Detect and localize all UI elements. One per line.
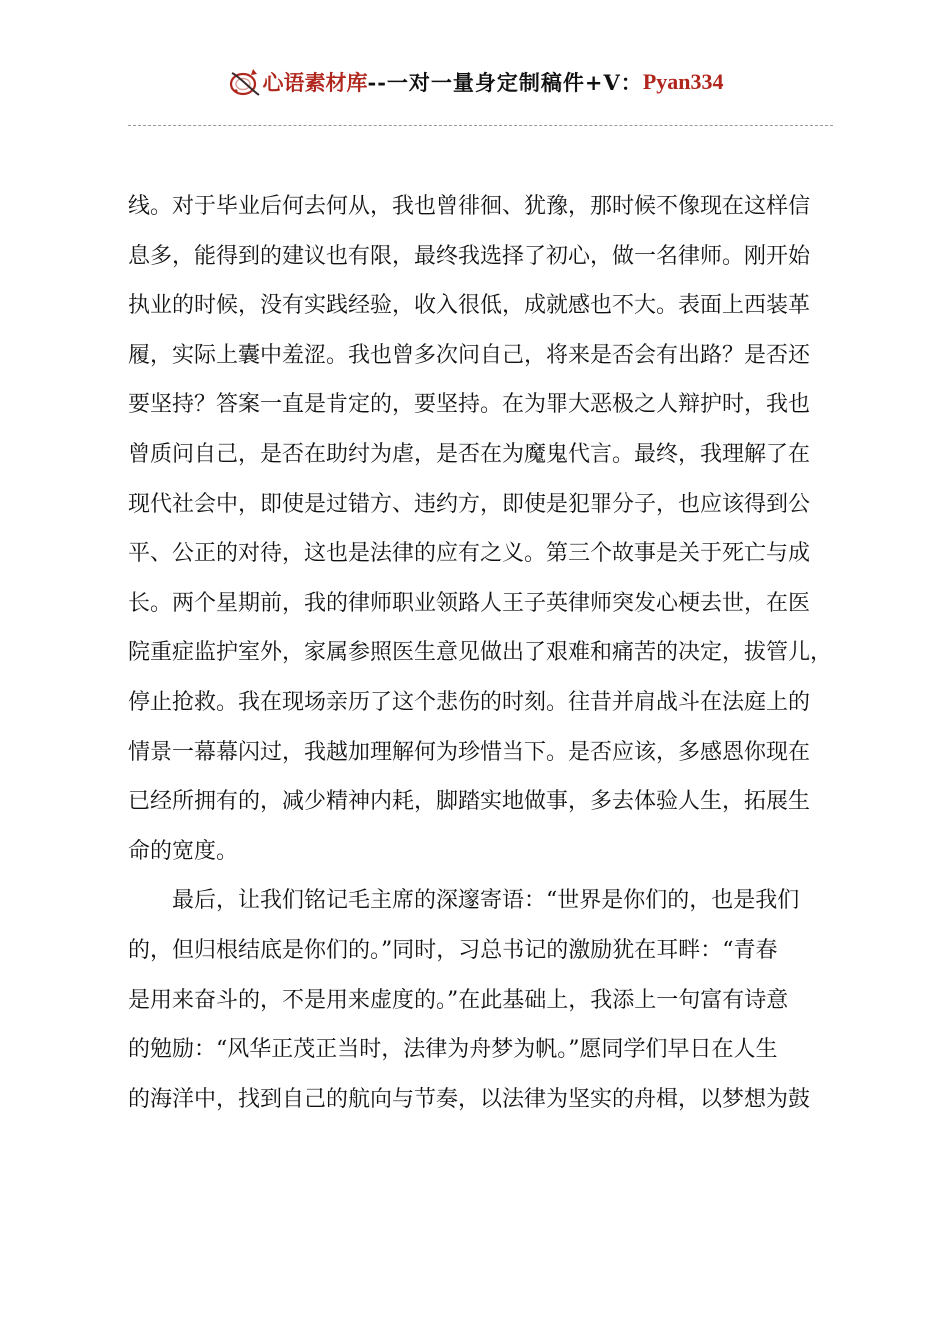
text-line: 平、公正的对待，这也是法律的应有之义。第三个故事是关于死亡与成	[128, 541, 811, 567]
text-line: 命的宽度。	[128, 838, 239, 864]
text-line: 履，实际上囊中羞涩。我也曾多次问自己，将来是否会有出路？是否还	[128, 342, 811, 368]
text-line: 的，但归根结底是你们的。”同时，习总书记的激励犹在耳畔：“青春	[128, 937, 778, 963]
header-divider	[128, 125, 833, 126]
header-tagline: --一对一量身定制稿件+V：	[367, 70, 643, 95]
text-line: 执业的时候，没有实践经验，收入很低，成就感也不大。表面上西装革	[128, 293, 811, 319]
page-header	[0, 60, 950, 104]
document-body	[128, 182, 833, 1124]
header-contact-id: Pyan334	[642, 69, 724, 94]
text-line: 院重症监护室外，家属参照医生意见做出了艰难和痛苦的决定，拔管儿，	[128, 640, 833, 666]
text-line: 要坚持？答案一直是肯定的，要坚持。在为罪大恶极之人辩护时，我也	[128, 392, 811, 418]
text-line: 已经所拥有的，减少精神内耗，脚踏实地做事，多去体验人生，拓展生	[128, 789, 811, 815]
brand-logo-icon	[226, 65, 262, 99]
brand-name: 心语素材库	[262, 70, 368, 95]
text-line: 长。两个星期前，我的律师职业领路人王子英律师突发心梗去世，在医	[128, 590, 811, 616]
text-line: 现代社会中，即使是过错方、违约方，即使是犯罪分子，也应该得到公	[128, 491, 811, 517]
text-line: 的勉励：“风华正茂正当时，法律为舟梦为帆。”愿同学们早日在人生	[128, 1037, 778, 1063]
text-line: 情景一幕幕闪过，我越加理解何为珍惜当下。是否应该，多感恩你现在	[128, 739, 811, 765]
text-line: 的海洋中，找到自己的航向与节奏，以法律为坚实的舟楫，以梦想为鼓	[128, 1086, 811, 1112]
paragraph-start-line: 最后，让我们铭记毛主席的深邃寄语：“世界是你们的，也是我们	[172, 888, 800, 914]
text-line: 息多，能得到的建议也有限，最终我选择了初心，做一名律师。刚开始	[128, 243, 811, 269]
text-line: 停止抢救。我在现场亲历了这个悲伤的时刻。往昔并肩战斗在法庭上的	[128, 689, 811, 715]
text-line: 线。对于毕业后何去何从，我也曾徘徊、犹豫，那时候不像现在这样信	[128, 194, 811, 219]
text-line: 曾质问自己，是否在助纣为虐，是否在为魔鬼代言。最终，我理解了在	[128, 441, 811, 467]
header-banner	[226, 65, 723, 99]
text-line: 是用来奋斗的，不是用来虚度的。”在此基础上，我添上一句富有诗意	[128, 987, 789, 1013]
